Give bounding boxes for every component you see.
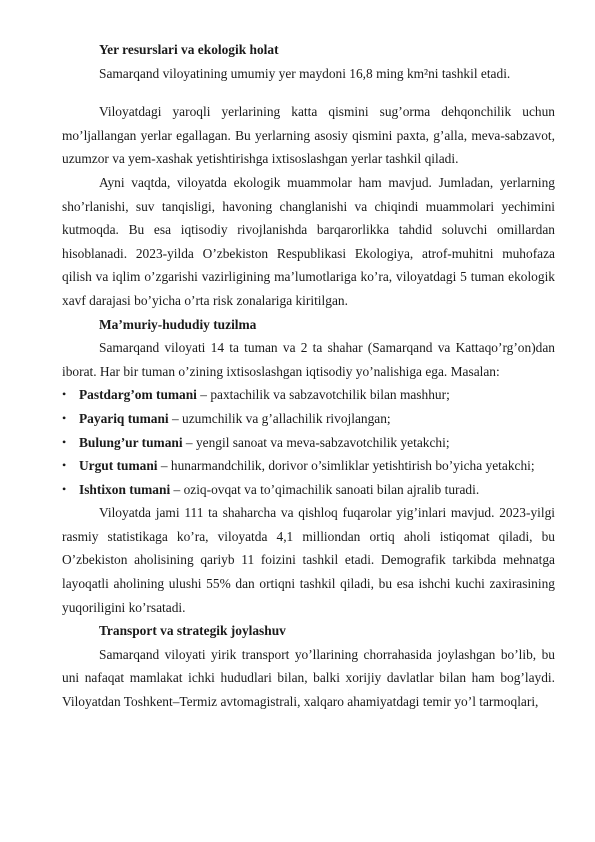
- district-desc: – hunarmandchilik, dorivor o’simliklar yetishtirish bo’yicha yetakchi;: [157, 458, 535, 474]
- district-name: Pastdarg’om tumani: [79, 387, 197, 403]
- district-desc: – uzumchilik va g’allachilik rivojlangan;: [168, 410, 391, 426]
- paragraph-arable-land: Viloyatdagi yaroqli yerlarining katta qismini sug’orma dehqonchilik uchun mo’ljallangan yerlar egallagan. Bu yerlarning asosiy qismini paxta, g’alla, meva-sabzavot, uzumzor va yem-xashak yetishtirishga ixtisoslashgan yerlar tashkil qiladi.: [62, 104, 555, 167]
- district-name: Ishtixon tumani: [79, 481, 171, 497]
- paragraph-land-area: Samarqand viloyatining umumiy yer maydoni 16,8 ming km²ni tashkil etadi.: [99, 65, 511, 81]
- section-heading-administrative: Ma’muriy-hududiy tuzilma: [99, 316, 257, 332]
- list-item: [62, 454, 555, 478]
- section-heading-transport: Transport va strategik joylashuv: [99, 623, 286, 639]
- list-item: [62, 431, 555, 455]
- paragraph-transport: Samarqand viloyati yirik transport yo’llarining chorrahasida joylashgan bo’lib, bu uni nafaqat mamlakat ichki hududlari bilan, balki xorijiy davlatlar bilan ham bog’laydi. Viloyatdan Toshkent–Termiz avtomagistrali, xalqaro ahamiyatdagi temir yo’l tarmoqlari,: [62, 646, 555, 710]
- section-heading-land-resources: Yer resurslari va ekologik holat: [99, 42, 279, 57]
- list-item: [62, 478, 555, 502]
- district-desc: – paxtachilik va sabzavotchilik bilan mashhur;: [196, 387, 450, 403]
- document-body: [62, 38, 555, 714]
- list-item: [62, 407, 555, 431]
- paragraph-districts: Samarqand viloyati 14 ta tuman va 2 ta shahar (Samarqand va Kattaqo’rg’on)dan iborat. Har bir tuman o’zining ixtisoslashgan iqtisodiy yo’nalishiga ega. Masalan:: [62, 340, 555, 379]
- district-desc: – oziq-ovqat va to’qimachilik sanoati bilan ajralib turadi.: [170, 481, 480, 497]
- paragraph-ecology: Ayni vaqtda, viloyatda ekologik muammolar ham mavjud. Jumladan, yerlarning sho’rlanishi, suv tanqisligi, havoning changlanishi va chiqindi muammolari yechimini kutmoqda. Bu esa iqtisodiy rivojlanishda barqarorlikka tahdid soluvchi omillardan hisoblanadi. 2023-yilda O’zbekiston Respublikasi Ekologiya, atrof-muhitni muhofaza qilish va iqlim o’zgarishi vazirligining ma’lumotlariga ko’ra, viloyatdagi 5 tuman ekologik xavf darajasi bo’yicha o’rta risk zonalariga kiritilgan.: [62, 174, 555, 308]
- paragraph-gap: [62, 85, 555, 100]
- district-list: [62, 383, 555, 501]
- list-item: [62, 383, 555, 407]
- district-name: Payariq tumani: [79, 410, 169, 426]
- district-name: Bulung’ur tumani: [79, 434, 183, 450]
- paragraph-population: Viloyatda jami 111 ta shaharcha va qishloq fuqarolar yig’inlari mavjud. 2023-yilgi rasmiy statistikaga ko’ra, viloyatda 4,1 milliondan ortiq aholi istiqomat qiladi, bu O’zbekiston aholisining qariyb 11 foizini tashkil etadi. Demografik tarkibda mehnatga layoqatli aholining ulushi 55% dan ortiqni tashkil qiladi, bu esa ishchi kuchi zaxirasining yuqoriligini ko’rsatadi.: [62, 505, 555, 615]
- district-desc: – yengil sanoat va meva-sabzavotchilik yetakchi;: [182, 434, 450, 450]
- district-name: Urgut tumani: [79, 458, 158, 474]
